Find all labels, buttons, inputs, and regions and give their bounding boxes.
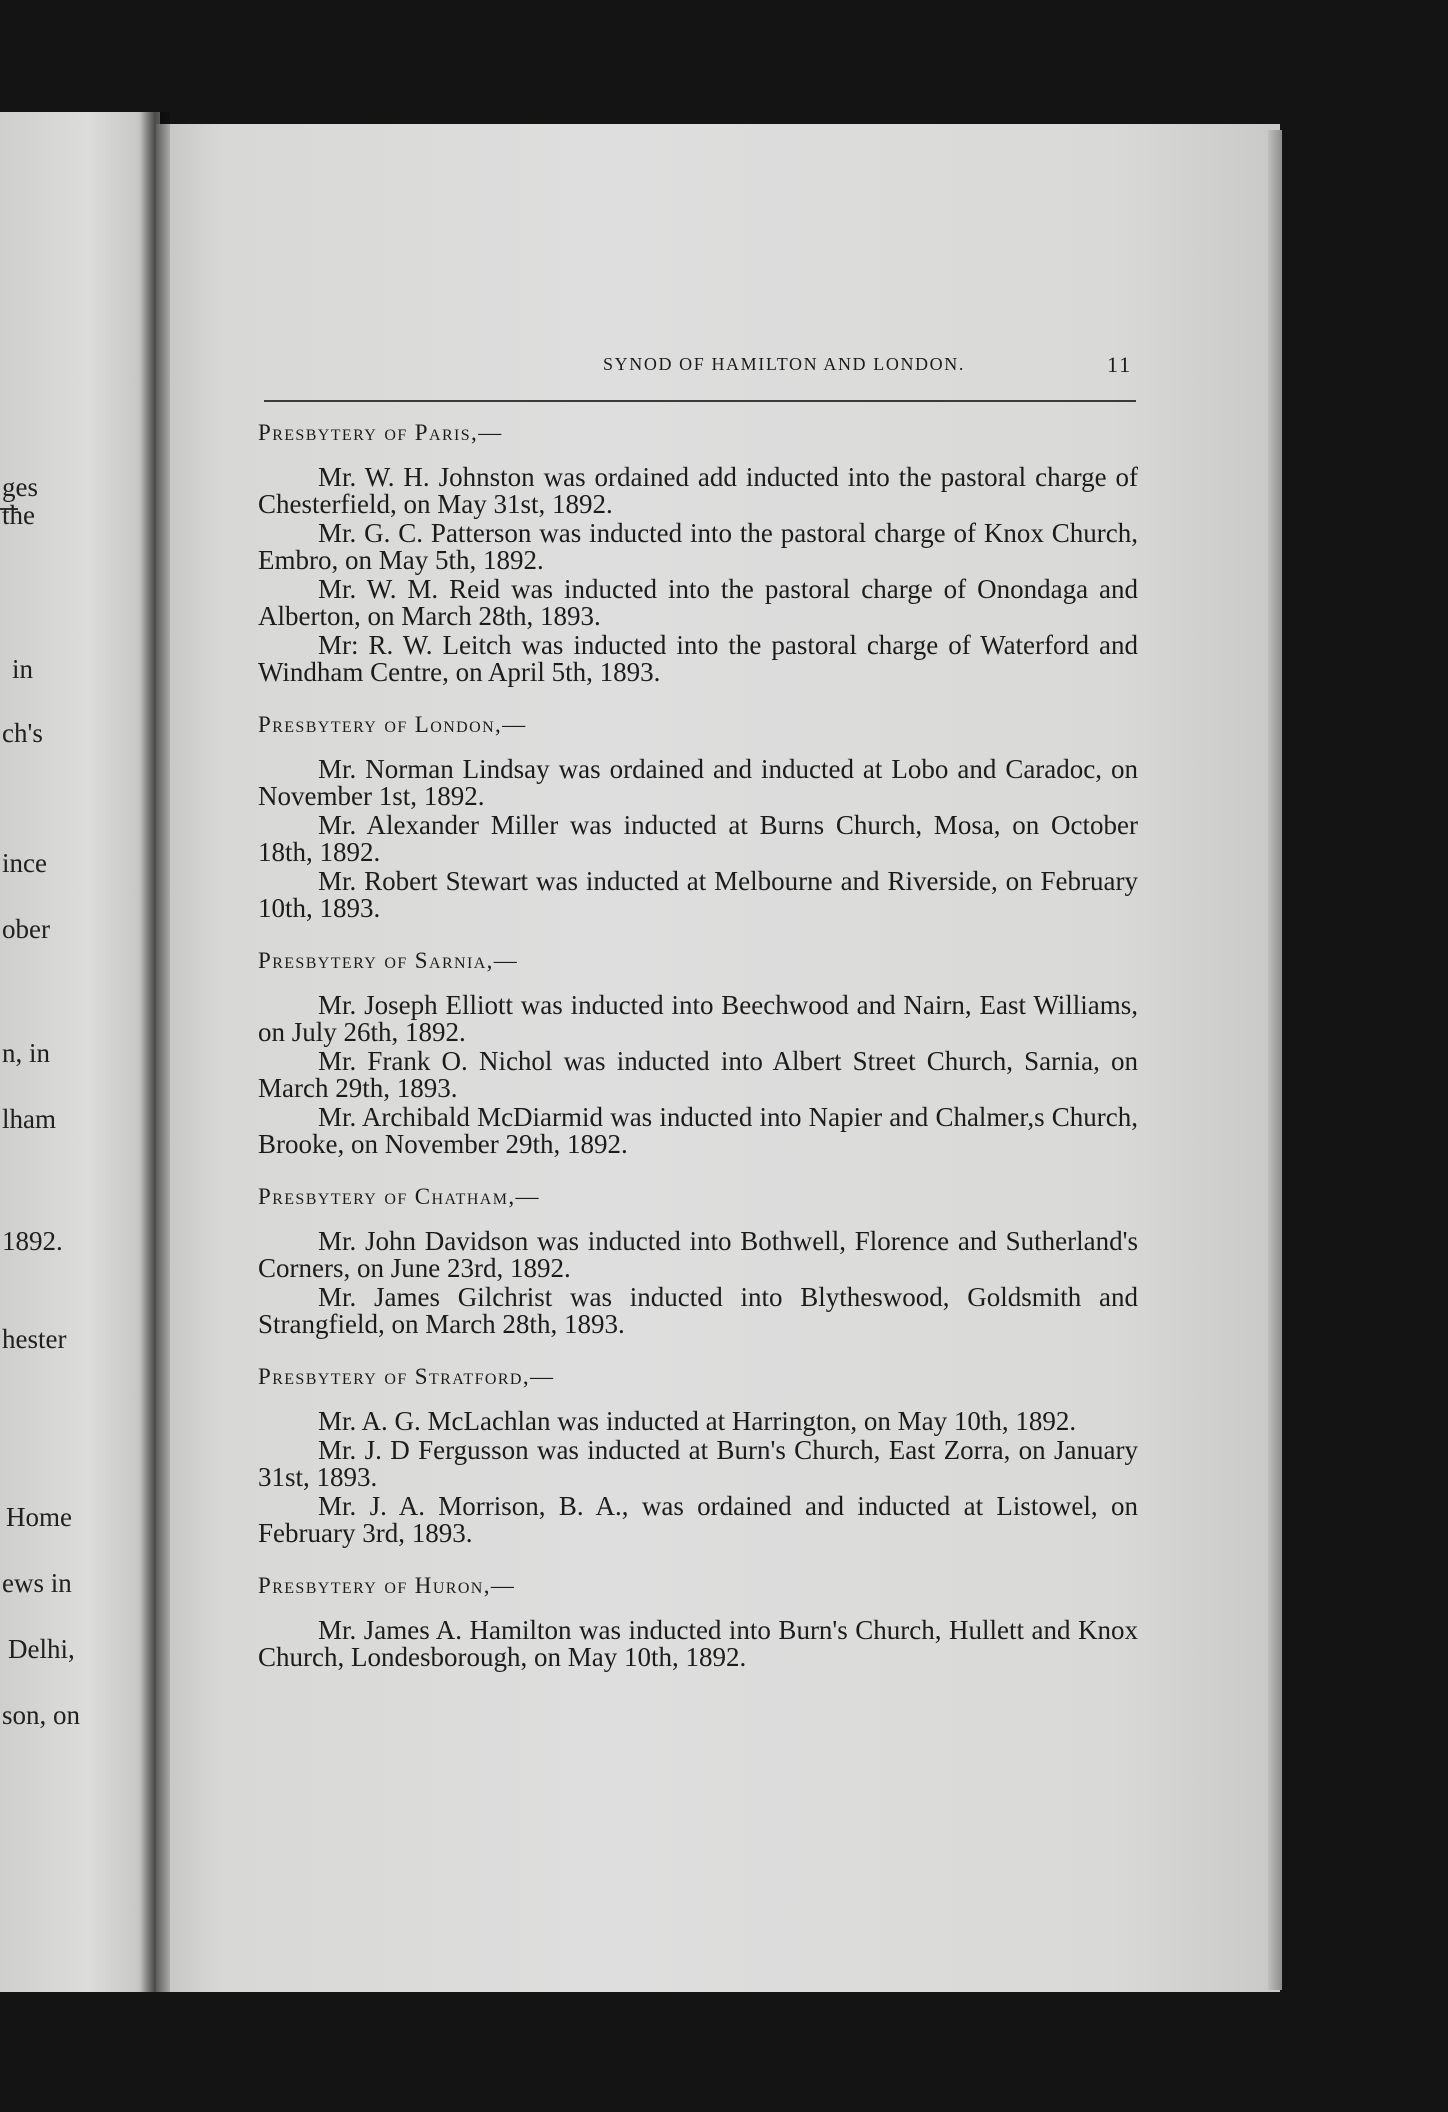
induction-entry: Mr. James A. Hamilton was inducted into Burn's Church, Hullett and Knox Church, Londesborough, on May 10th, 1892. xyxy=(258,1615,1138,1672)
induction-entry: Mr. James Gilchrist was inducted into Blytheswood, Goldsmith and Strangfield, on March 28th, 1893. xyxy=(258,1282,1138,1339)
header-rule xyxy=(264,400,1136,402)
left-page-text: ch's xyxy=(2,718,43,748)
induction-entry: Mr. J. D Fergusson was inducted at Burn's Church, East Zorra, on January 31st, 1893. xyxy=(258,1435,1138,1492)
induction-entry: Mr: R. W. Leitch was inducted into the pastoral charge of Waterford and Windham Centre, on April 5th, 1893. xyxy=(258,630,1138,687)
section-heading: Presbytery of Chatham,— xyxy=(258,1184,540,1209)
section-sarnia xyxy=(258,944,1138,1158)
left-page-text: ges xyxy=(2,472,38,502)
section-heading: Presbytery of Huron,— xyxy=(258,1573,516,1598)
gutter-shadow xyxy=(140,112,170,1992)
induction-entry: Mr. Robert Stewart was inducted at Melbourne and Riverside, on February 10th, 1893. xyxy=(258,866,1138,923)
induction-entry: Mr. Norman Lindsay was ordained and inducted at Lobo and Caradoc, on November 1st, 1892. xyxy=(258,754,1138,811)
induction-entry: Mr. G. C. Patterson was inducted into the pastoral charge of Knox Church, Embro, on May 5th, 1892. xyxy=(258,518,1138,575)
left-page-text: n, in xyxy=(2,1038,51,1068)
induction-entry: Mr. Joseph Elliott was inducted into Beechwood and Nairn, East Williams, on July 26th, 1892. xyxy=(258,990,1138,1047)
page-number: 11 xyxy=(1107,352,1133,377)
left-page-text: ince xyxy=(2,848,47,878)
section-london xyxy=(258,708,1138,922)
induction-entry: Mr. J. A. Morrison, B. A., was ordained and inducted at Listowel, on February 3rd, 1893. xyxy=(258,1491,1138,1548)
left-page-text: ews in xyxy=(2,1568,72,1598)
left-page-text: the xyxy=(2,500,35,530)
running-title: SYNOD OF HAMILTON AND LONDON. xyxy=(603,354,965,374)
left-page-fragment xyxy=(0,112,160,1992)
section-heading: Presbytery of Sarnia,— xyxy=(258,948,519,973)
section-heading: Presbytery of Stratford,— xyxy=(258,1364,555,1389)
left-page-text: hester xyxy=(2,1324,67,1354)
page-edge-shadow xyxy=(1268,130,1282,1990)
induction-entry: Mr. John Davidson was inducted into Bothwell, Florence and Sutherland's Corners, on June 23rd, 1892. xyxy=(258,1226,1138,1283)
left-page-text: 1892. xyxy=(2,1226,63,1256)
section-huron xyxy=(258,1569,1138,1671)
section-chatham xyxy=(258,1180,1138,1338)
section-stratford xyxy=(258,1360,1138,1547)
induction-entry: Mr. Alexander Miller was inducted at Burns Church, Mosa, on October 18th, 1892. xyxy=(258,810,1138,867)
left-page-text: in xyxy=(12,654,34,684)
induction-entry: Mr. Frank O. Nichol was inducted into Albert Street Church, Sarnia, on March 29th, 1893. xyxy=(258,1046,1138,1103)
section-paris xyxy=(258,416,1138,686)
left-page-text: son, on xyxy=(2,1700,81,1730)
left-page-text: ober xyxy=(2,914,50,944)
section-heading: Presbytery of Paris,— xyxy=(258,420,503,445)
induction-entry: Mr. A. G. McLachlan was inducted at Harrington, on May 10th, 1892. xyxy=(318,1406,1077,1436)
left-page-text: Home xyxy=(6,1502,72,1532)
left-page-text: Delhi, xyxy=(8,1634,75,1664)
main-page xyxy=(156,124,1280,1992)
induction-entry: Mr. Archibald McDiarmid was inducted into Napier and Chalmer,s Church, Brooke, on November 29th, 1892. xyxy=(258,1102,1138,1159)
induction-entry: Mr. W. H. Johnston was ordained add inducted into the pastoral charge of Chesterfield, on May 31st, 1892. xyxy=(258,462,1138,519)
page-body xyxy=(258,416,1138,1693)
left-page-text: lham xyxy=(2,1104,56,1134)
section-heading: Presbytery of London,— xyxy=(258,712,527,737)
running-head xyxy=(156,354,1280,384)
induction-entry: Mr. W. M. Reid was inducted into the pastoral charge of Onondaga and Alberton, on March 28th, 1893. xyxy=(258,574,1138,631)
